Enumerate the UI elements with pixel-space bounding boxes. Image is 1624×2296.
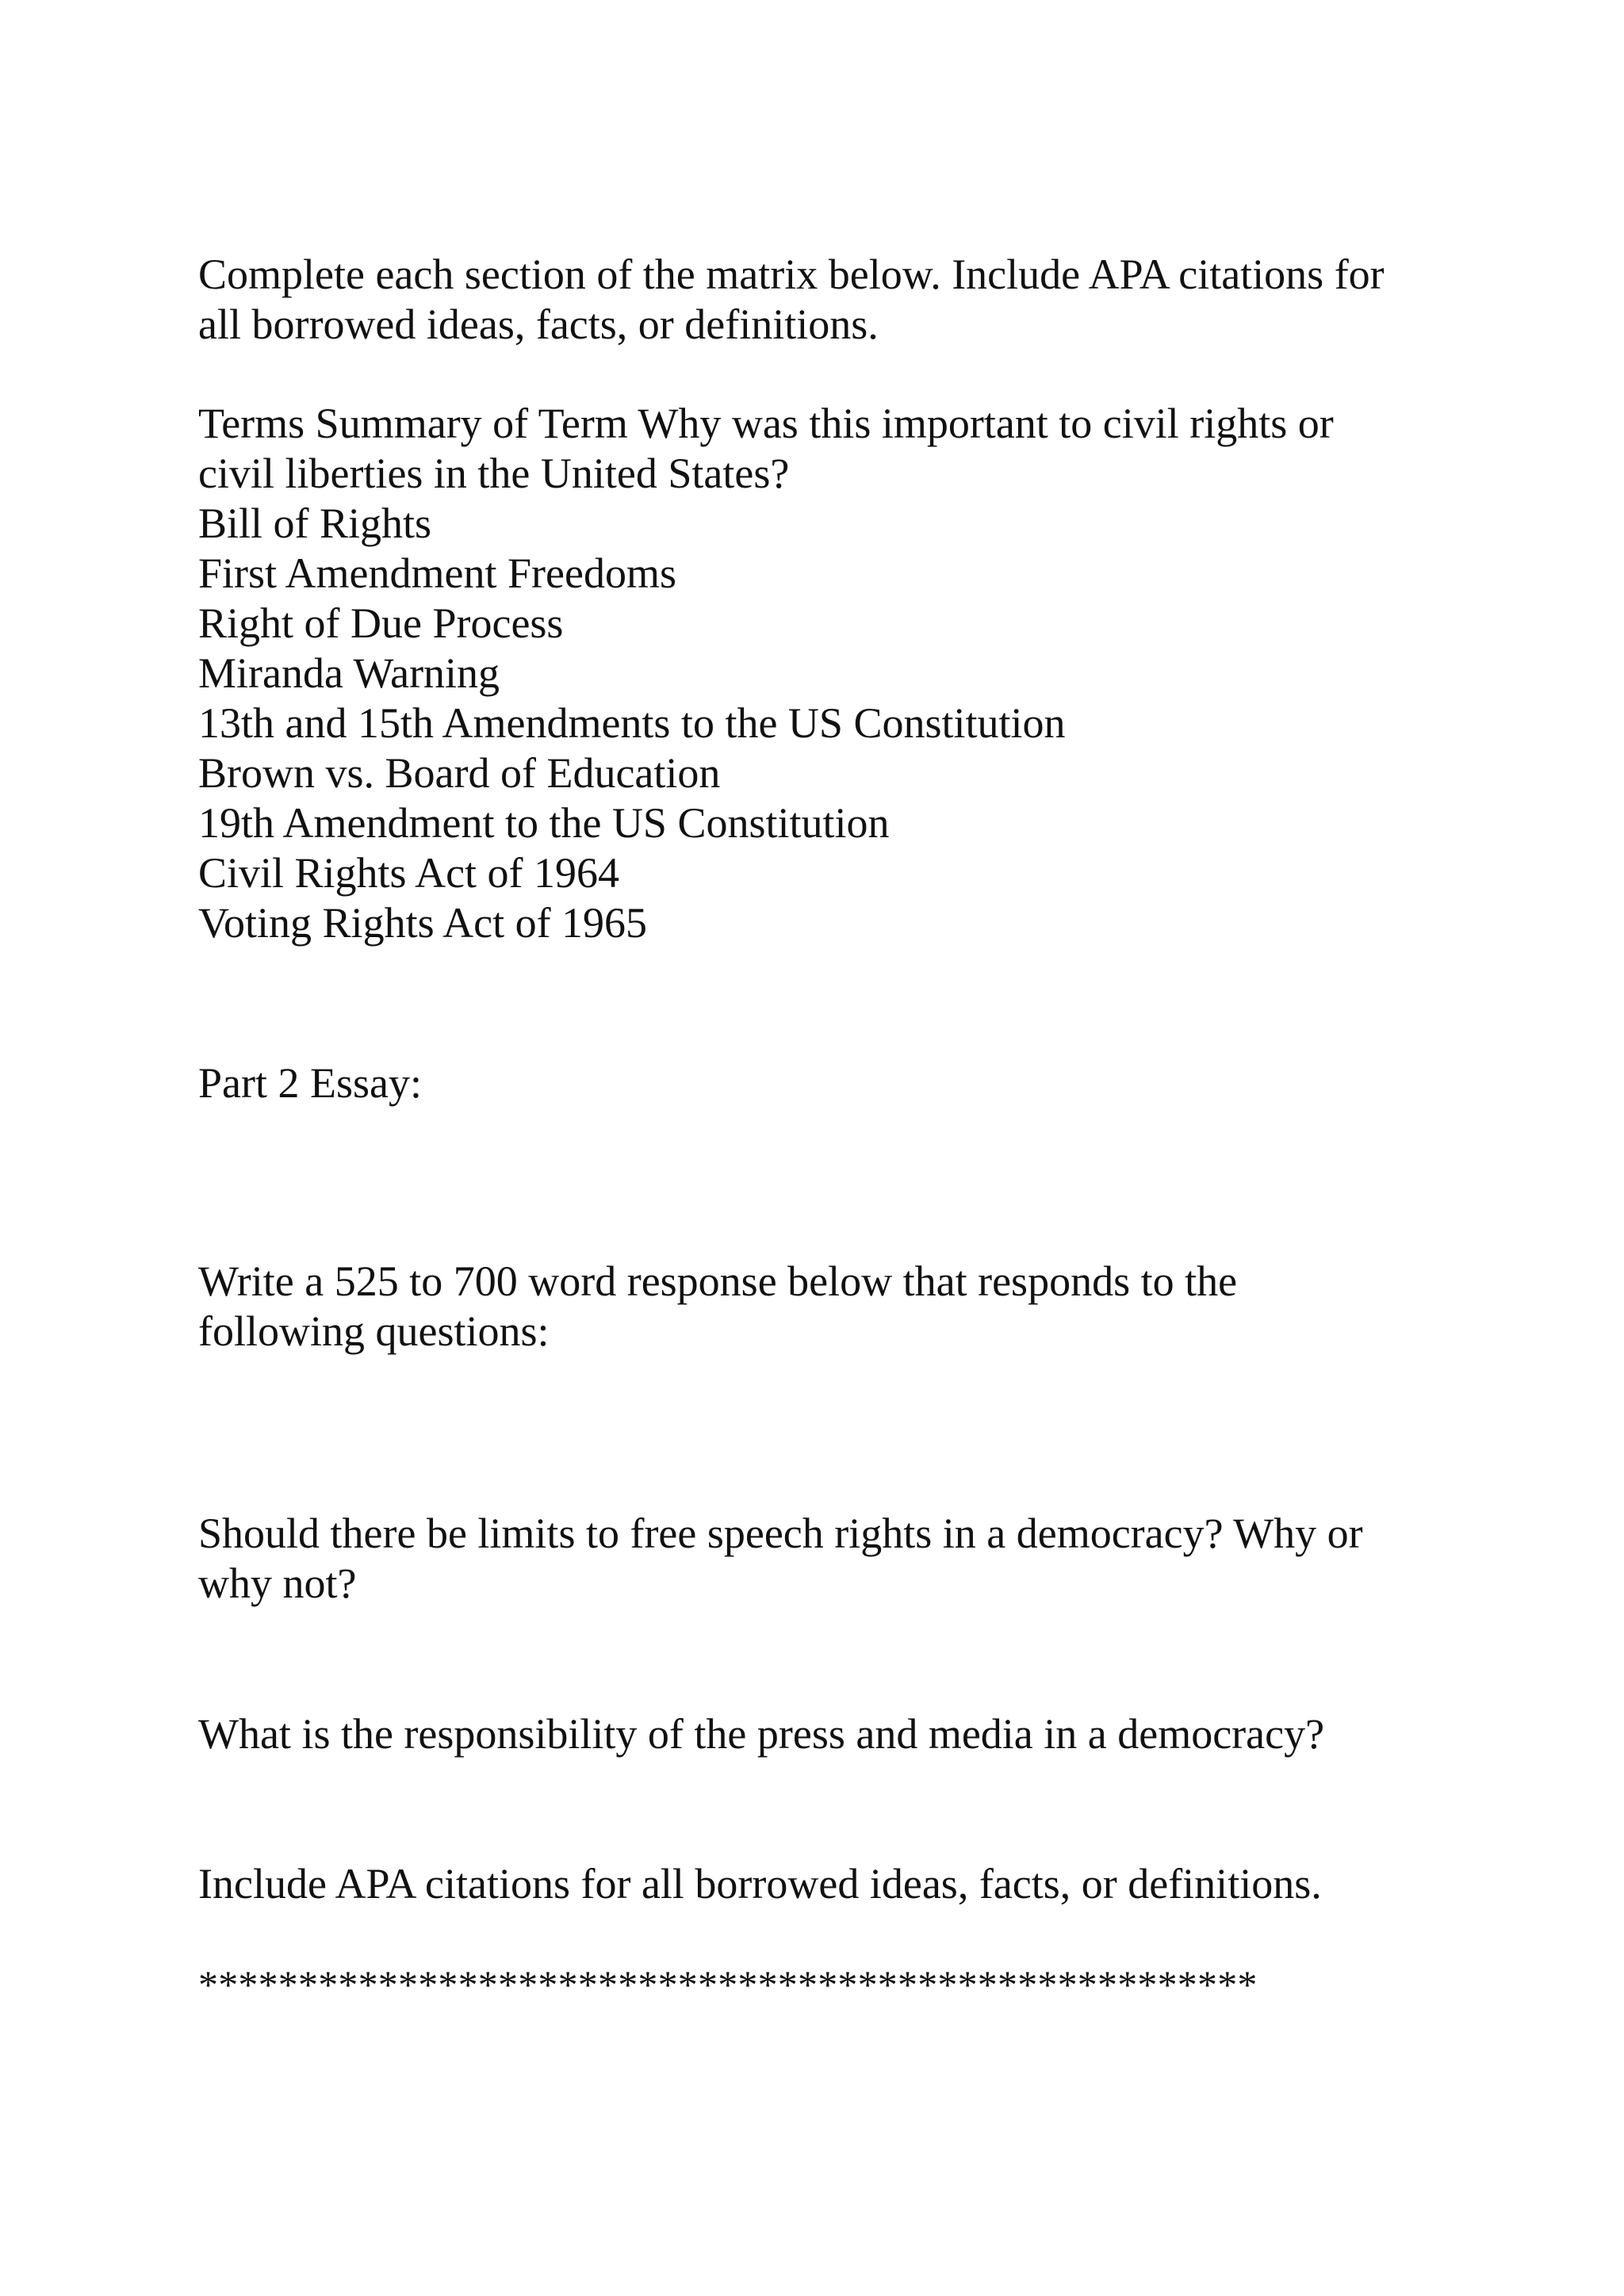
part2-heading xyxy=(198,1058,1435,1108)
part2-heading-text: Part 2 Essay: xyxy=(198,1059,422,1107)
instructions-paragraph xyxy=(198,250,1435,350)
instructions-line: Complete each section of the matrix below. Include APA citations for xyxy=(198,251,1385,298)
apa-citation-note xyxy=(198,1859,1435,1909)
divider-line: ***************************************************** xyxy=(198,1962,1258,2007)
terms-matrix xyxy=(198,399,1435,948)
essay-prompt-line: following questions: xyxy=(198,1307,550,1355)
term-miranda-warning: Miranda Warning xyxy=(198,649,500,697)
matrix-header-line: Terms Summary of Term Why was this important to civil rights or xyxy=(198,400,1334,447)
term-first-amendment: First Amendment Freedoms xyxy=(198,549,676,597)
term-due-process: Right of Due Process xyxy=(198,599,564,647)
asterisk-divider xyxy=(198,1960,1435,2010)
term-19th-amendment: 19th Amendment to the US Constitution xyxy=(198,799,890,847)
term-voting-rights-act: Voting Rights Act of 1965 xyxy=(198,899,648,947)
apa-note-line: Include APA citations for all borrowed ideas, facts, or definitions. xyxy=(198,1860,1322,1908)
term-bill-of-rights: Bill of Rights xyxy=(198,499,432,547)
term-brown-vs-board: Brown vs. Board of Education xyxy=(198,749,721,797)
instructions-line: all borrowed ideas, facts, or definitions. xyxy=(198,300,879,348)
question-line: why not? xyxy=(198,1559,357,1607)
essay-prompt xyxy=(198,1257,1435,1357)
question-press-media xyxy=(198,1709,1435,1759)
matrix-header-line: civil liberties in the United States? xyxy=(198,450,790,497)
essay-prompt-line: Write a 525 to 700 word response below that responds to the xyxy=(198,1257,1238,1305)
question-free-speech xyxy=(198,1509,1435,1609)
question-line: What is the responsibility of the press and media in a democracy? xyxy=(198,1710,1325,1758)
term-civil-rights-act: Civil Rights Act of 1964 xyxy=(198,849,620,897)
term-13th-15th-amendments: 13th and 15th Amendments to the US Constitution xyxy=(198,699,1066,747)
question-line: Should there be limits to free speech rights in a democracy? Why or xyxy=(198,1510,1363,1557)
